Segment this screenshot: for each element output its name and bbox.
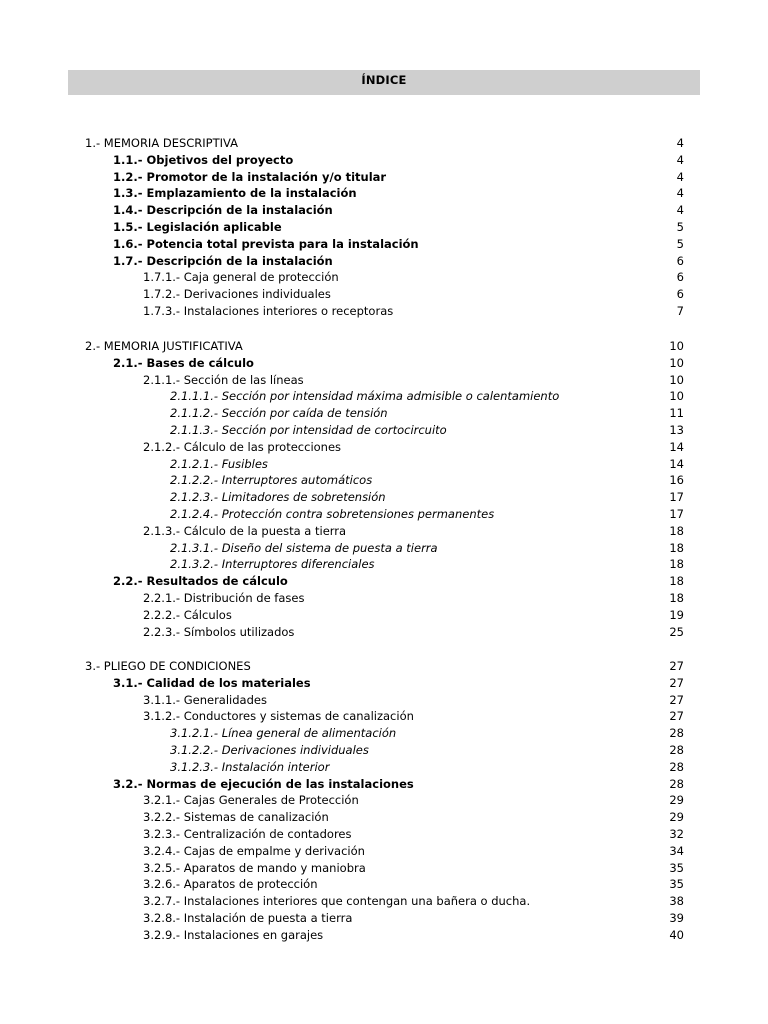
- toc-entry: [0, 506, 768, 523]
- toc-entry: [0, 253, 768, 270]
- toc-entry: [0, 556, 768, 573]
- toc-entry-title: 3.2.4.- Cajas de empalme y derivación: [143, 843, 365, 858]
- toc-entry-title: 3.2.7.- Instalaciones interiores que contengan una bañera o ducha.: [143, 894, 531, 909]
- toc-entry: [0, 185, 768, 202]
- toc-entry: [0, 792, 768, 809]
- toc-entry-title: 3.1.2.1.- Línea general de alimentación: [170, 726, 397, 741]
- toc-entry: [0, 269, 768, 286]
- toc-entry: [0, 927, 768, 944]
- toc-entry-page: 27: [669, 709, 684, 724]
- toc-entry-title: 2.1.2.4.- Protección contra sobretensiones permanentes: [170, 507, 495, 521]
- toc-entry: [0, 202, 768, 219]
- toc-entry-title: 2.1.2.3.- Limitadores de sobretensión: [170, 490, 386, 505]
- toc-entry: [0, 523, 768, 540]
- toc-entry-title: 2.- MEMORIA JUSTIFICATIVA: [85, 339, 243, 353]
- toc-entry-page: 6: [676, 270, 684, 285]
- toc-entry-title: 1.7.- Descripción de la instalación: [113, 253, 333, 268]
- toc-entry: [0, 708, 768, 725]
- toc-entry-page: 27: [669, 675, 684, 690]
- toc-entry-title: 2.2.- Resultados de cálculo: [113, 574, 288, 589]
- toc-entry-title: 1.6.- Potencia total prevista para la instalación: [113, 236, 419, 251]
- toc-entry: [0, 910, 768, 927]
- toc-entry: [0, 489, 768, 506]
- index-title: ÍNDICE: [361, 73, 407, 87]
- toc-entry-title: 2.2.2.- Cálculos: [143, 607, 232, 622]
- toc-entry-page: 27: [669, 692, 684, 707]
- toc-entry-page: 7: [676, 304, 684, 318]
- toc-entry-page: 4: [676, 152, 684, 167]
- toc-entry-page: 11: [669, 406, 684, 421]
- toc-entry-title: 1.7.1.- Caja general de protección: [143, 270, 339, 285]
- toc-entry: [0, 152, 768, 169]
- toc-entry-page: 16: [669, 473, 684, 488]
- toc-entry-page: 38: [669, 894, 684, 909]
- toc-entry: [0, 169, 768, 186]
- toc-entry-page: 17: [669, 507, 684, 521]
- toc-entry-page: 29: [669, 810, 684, 825]
- toc-entry-page: 18: [669, 523, 684, 538]
- toc-entry-title: 2.1.2.2.- Interruptores automáticos: [170, 473, 373, 488]
- toc-entry-title: 2.1.1.3.- Sección por intensidad de cortocircuito: [170, 423, 447, 437]
- toc-entry-title: 1.4.- Descripción de la instalación: [113, 203, 333, 218]
- toc-entry: [0, 372, 768, 389]
- toc-entry-page: 14: [669, 439, 684, 454]
- toc-entry-page: 4: [676, 136, 684, 150]
- toc-entry-title: 3.2.2.- Sistemas de canalización: [143, 810, 329, 825]
- toc-entry: [0, 573, 768, 590]
- toc-entry: [0, 692, 768, 709]
- toc-entry-title: 3.1.1.- Generalidades: [143, 692, 267, 707]
- toc-entry-title: 3.1.- Calidad de los materiales: [113, 675, 311, 690]
- toc-entry: [0, 422, 768, 439]
- toc-entry-page: 10: [669, 355, 684, 370]
- toc-entry-title: 2.2.3.- Símbolos utilizados: [143, 624, 295, 639]
- toc-entry-page: 6: [676, 253, 684, 268]
- toc-entry: [0, 456, 768, 473]
- toc-entry-title: 3.1.2.2.- Derivaciones individuales: [170, 743, 369, 757]
- toc-entry-title: 3.1.2.- Conductores y sistemas de canalización: [143, 709, 414, 724]
- toc-entry: [0, 439, 768, 456]
- toc-entry-page: 10: [669, 372, 684, 387]
- toc-entry-page: 28: [669, 726, 684, 741]
- toc-entry-title: 2.2.1.- Distribución de fases: [143, 591, 305, 605]
- toc-entry-title: 1.- MEMORIA DESCRIPTIVA: [85, 136, 239, 150]
- toc-entry: [0, 355, 768, 372]
- toc-entry-page: 18: [669, 574, 684, 589]
- toc-entry-page: 18: [669, 557, 684, 572]
- toc-entry-page: 28: [669, 743, 684, 757]
- toc-entry-title: 1.3.- Emplazamiento de la instalación: [113, 186, 357, 201]
- toc-entry-title: 1.7.3.- Instalaciones interiores o receptoras: [143, 304, 394, 318]
- toc-entry-page: 27: [669, 659, 684, 673]
- toc-entry: [0, 472, 768, 489]
- toc-entry-title: 1.1.- Objetivos del proyecto: [113, 152, 294, 167]
- toc-entry-title: 2.1.3.- Cálculo de la puesta a tierra: [143, 523, 347, 538]
- toc-entry-title: 1.5.- Legislación aplicable: [113, 220, 282, 234]
- toc-entry: [0, 893, 768, 910]
- toc-entry-title: 2.1.1.1.- Sección por intensidad máxima admisible o calentamiento: [170, 389, 560, 404]
- toc-entry-page: 18: [669, 591, 684, 605]
- toc-entry-page: 28: [669, 776, 684, 791]
- toc-entry-title: 3.2.1.- Cajas Generales de Protección: [143, 793, 359, 808]
- toc-entry: [0, 338, 768, 355]
- toc-entry-title: 3.1.2.3.- Instalación interior: [170, 759, 330, 774]
- toc-entry-title: 2.1.- Bases de cálculo: [113, 355, 254, 370]
- toc-entry-title: 2.1.2.1.- Fusibles: [170, 456, 268, 471]
- toc-entry-page: 32: [669, 827, 684, 841]
- toc-entry-page: 4: [676, 186, 684, 201]
- toc-entry-page: 18: [669, 540, 684, 555]
- toc-entry-page: 40: [669, 927, 684, 942]
- toc-entry: [0, 658, 768, 675]
- toc-entry-title: 3.2.8.- Instalación de puesta a tierra: [143, 911, 353, 925]
- toc-entry-page: 4: [676, 203, 684, 218]
- toc-entry: [0, 286, 768, 303]
- toc-entry-title: 1.2.- Promotor de la instalación y/o titular: [113, 169, 387, 184]
- toc-entry-page: 17: [669, 490, 684, 505]
- toc-entry: [0, 675, 768, 692]
- toc-entry: [0, 135, 768, 152]
- toc-entry-page: 34: [669, 843, 684, 858]
- toc-entry-title: 3.2.9.- Instalaciones en garajes: [143, 927, 324, 942]
- toc-entry-title: 3.2.3.- Centralización de contadores: [143, 827, 352, 841]
- toc-entry: [0, 776, 768, 793]
- toc-entry: [0, 540, 768, 557]
- toc-entry-page: 28: [669, 759, 684, 774]
- toc-entry: [0, 624, 768, 641]
- toc-entry-title: 2.1.2.- Cálculo de las protecciones: [143, 439, 342, 454]
- toc-entry-page: 13: [669, 423, 684, 437]
- toc-entry: [0, 303, 768, 320]
- toc-entry: [0, 876, 768, 893]
- toc-entry-page: 10: [669, 339, 684, 353]
- toc-entry: [0, 809, 768, 826]
- toc-entry-title: 2.1.3.2.- Interruptores diferenciales: [170, 557, 375, 572]
- toc-entry-title: 2.1.1.- Sección de las líneas: [143, 372, 304, 387]
- toc-entry-page: 6: [676, 287, 684, 302]
- toc-entry-title: 3.2.- Normas de ejecución de las instalaciones: [113, 776, 414, 791]
- toc-entry: [0, 843, 768, 860]
- toc-entry-title: 2.1.3.1.- Diseño del sistema de puesta a tierra: [170, 540, 438, 555]
- toc-entry-page: 5: [676, 236, 684, 251]
- toc-entry: [0, 860, 768, 877]
- toc-entry-page: 14: [669, 456, 684, 471]
- toc-entry-page: 19: [669, 607, 684, 622]
- toc-entry-title: 3.- PLIEGO DE CONDICIONES: [85, 659, 251, 673]
- toc-entry-page: 29: [669, 793, 684, 808]
- toc-entry: [0, 759, 768, 776]
- toc-entry: [0, 742, 768, 759]
- toc-entry: [0, 219, 768, 236]
- toc-entry-page: 5: [676, 220, 684, 234]
- toc-entry-title: 1.7.2.- Derivaciones individuales: [143, 287, 331, 302]
- toc-entry-page: 39: [669, 911, 684, 925]
- toc-entry: [0, 590, 768, 607]
- toc-entry-page: 10: [669, 389, 684, 404]
- toc-entry: [0, 388, 768, 405]
- toc-entry-title: 3.2.6.- Aparatos de protección: [143, 877, 318, 892]
- toc-entry: [0, 725, 768, 742]
- toc-entry: [0, 405, 768, 422]
- toc-entry: [0, 236, 768, 253]
- toc-entry-page: 35: [669, 860, 684, 875]
- toc-entry-page: 4: [676, 169, 684, 184]
- toc-entry-title: 3.2.5.- Aparatos de mando y maniobra: [143, 860, 366, 875]
- toc-entry-page: 25: [669, 624, 684, 639]
- toc-entry-title: 2.1.1.2.- Sección por caída de tensión: [170, 406, 388, 421]
- toc-entry: [0, 826, 768, 843]
- toc-entry: [0, 607, 768, 624]
- toc-entry-page: 35: [669, 877, 684, 892]
